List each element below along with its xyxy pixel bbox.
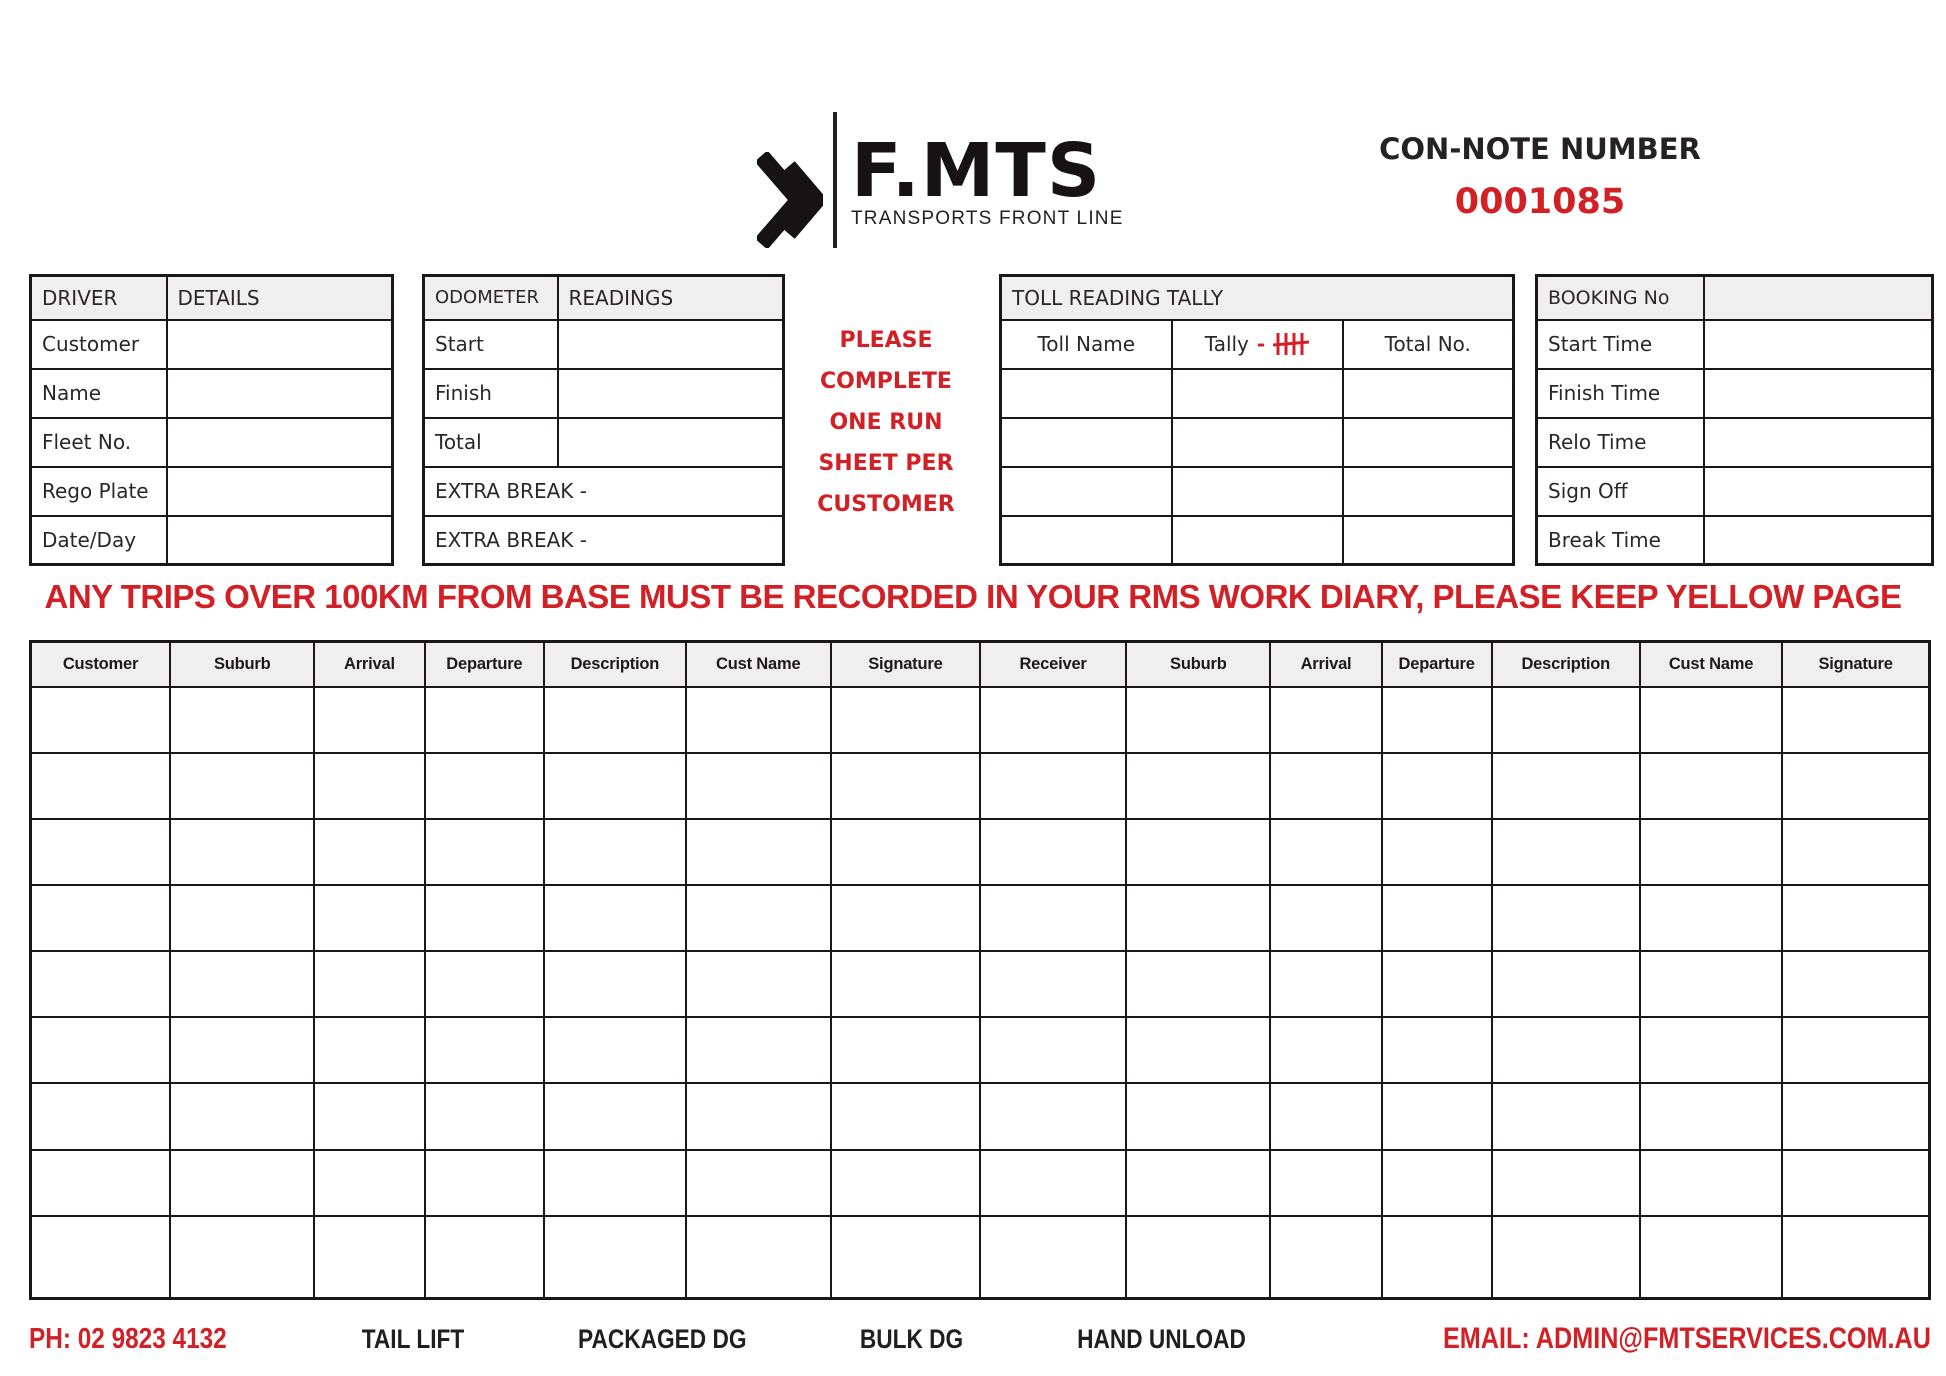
column-header-signature: Signature <box>831 642 980 687</box>
booking-table <box>1535 274 1934 566</box>
driver-header: DRIVER <box>31 276 167 320</box>
column-header-departure: Departure <box>425 642 545 687</box>
empty-cell <box>980 1150 1126 1216</box>
column-header-suburb: Suburb <box>170 642 314 687</box>
empty-cell <box>1270 819 1381 885</box>
booking-row-sign-off <box>1537 467 1933 516</box>
empty-cell <box>1640 753 1782 819</box>
odometer-header: ODOMETER <box>424 276 558 320</box>
toll-tally-empty-rows <box>1001 369 1514 565</box>
footer-tag-bulk-dg: BULK DG <box>860 1324 964 1354</box>
empty-cell <box>1126 819 1270 885</box>
company-logo <box>757 112 1124 248</box>
empty-cell <box>686 885 831 951</box>
driver-row-name <box>31 369 393 418</box>
field-value-blank <box>1704 320 1933 369</box>
empty-cell <box>314 951 424 1017</box>
con-note-number: 0001085 <box>1454 182 1626 222</box>
driver-row-customer <box>31 320 393 369</box>
booking-row-break-time <box>1537 516 1933 565</box>
empty-cell <box>1640 1150 1782 1216</box>
booking-no-header: BOOKING No <box>1537 276 1704 320</box>
empty-row <box>31 753 1930 819</box>
column-header-cust-name: Cust Name <box>1640 642 1782 687</box>
empty-cell <box>314 885 424 951</box>
empty-cell <box>425 1150 545 1216</box>
empty-cell <box>1126 1017 1270 1083</box>
empty-row <box>1001 467 1514 516</box>
empty-cell <box>170 753 314 819</box>
empty-cell <box>1172 467 1343 516</box>
empty-cell <box>170 1150 314 1216</box>
field-label: Name <box>31 369 167 418</box>
empty-cell <box>980 1083 1126 1149</box>
empty-cell <box>831 1216 980 1299</box>
field-value-blank <box>558 320 784 369</box>
column-header-departure: Departure <box>1382 642 1492 687</box>
empty-row <box>1001 369 1514 418</box>
one-run-sheet-notice <box>794 320 978 525</box>
empty-row <box>1001 516 1514 565</box>
brand-wordmark: F.MTS <box>851 128 1102 214</box>
empty-cell <box>31 753 171 819</box>
odometer-row-total <box>424 418 784 467</box>
notice-line: SHEET PER <box>818 451 954 476</box>
empty-cell <box>314 1083 424 1149</box>
empty-cell <box>1126 951 1270 1017</box>
empty-row <box>31 1150 1930 1216</box>
empty-cell <box>1382 1083 1492 1149</box>
empty-cell <box>544 1216 685 1299</box>
driver-details-header-row <box>31 276 393 320</box>
empty-cell <box>170 819 314 885</box>
readings-header: READINGS <box>558 276 784 320</box>
booking-row-relo-time <box>1537 418 1933 467</box>
odometer-header-row <box>424 276 784 320</box>
field-label: Relo Time <box>1537 418 1704 467</box>
empty-cell <box>1172 418 1343 467</box>
empty-cell <box>314 753 424 819</box>
field-label: Date/Day <box>31 516 167 565</box>
empty-cell <box>1640 1017 1782 1083</box>
empty-cell <box>1270 687 1381 753</box>
total-no-column-header: Total No. <box>1343 320 1514 369</box>
empty-cell <box>831 885 980 951</box>
empty-cell <box>1492 687 1640 753</box>
empty-cell <box>1640 1216 1782 1299</box>
empty-cell <box>1640 951 1782 1017</box>
empty-row <box>31 1216 1930 1299</box>
field-label: Sign Off <box>1537 467 1704 516</box>
field-value-blank <box>1704 418 1933 467</box>
field-value-blank <box>167 369 393 418</box>
empty-cell <box>544 1150 685 1216</box>
empty-cell <box>1382 1216 1492 1299</box>
con-note-block <box>1320 132 1760 222</box>
empty-cell <box>544 1083 685 1149</box>
footer-tag-packaged-dg: PACKAGED DG <box>578 1324 747 1354</box>
field-label: Customer <box>31 320 167 369</box>
empty-cell <box>1782 885 1929 951</box>
brand-tagline: TRANSPORTS FRONT LINE <box>851 208 1124 230</box>
run-grid-empty-rows <box>31 687 1930 1299</box>
empty-cell <box>1343 418 1514 467</box>
empty-cell <box>1782 951 1929 1017</box>
empty-cell <box>425 885 545 951</box>
booking-header-row <box>1537 276 1933 320</box>
footer-email: EMAIL: ADMIN@FMTSERVICES.COM.AU <box>1442 1322 1931 1355</box>
empty-row <box>31 1083 1930 1149</box>
empty-cell <box>31 951 171 1017</box>
empty-cell <box>980 1017 1126 1083</box>
empty-row <box>31 687 1930 753</box>
empty-cell <box>1343 516 1514 565</box>
field-label: Break Time <box>1537 516 1704 565</box>
empty-cell <box>1126 1083 1270 1149</box>
column-header-suburb: Suburb <box>1126 642 1270 687</box>
tally-column-header <box>1172 320 1343 369</box>
empty-cell <box>1001 369 1172 418</box>
notice-line: ONE RUN <box>829 410 943 435</box>
empty-cell <box>544 819 685 885</box>
empty-cell <box>1492 1150 1640 1216</box>
empty-cell <box>1001 467 1172 516</box>
empty-cell <box>686 951 831 1017</box>
empty-cell <box>544 753 685 819</box>
logo-divider <box>833 112 837 248</box>
column-header-arrival: Arrival <box>314 642 424 687</box>
empty-cell <box>1126 687 1270 753</box>
odometer-row-start <box>424 320 784 369</box>
notice-line: PLEASE <box>839 328 933 353</box>
empty-cell <box>425 753 545 819</box>
empty-cell <box>1382 1150 1492 1216</box>
empty-cell <box>831 687 980 753</box>
tally-dash: - <box>1256 332 1266 356</box>
column-header-signature: Signature <box>1782 642 1929 687</box>
empty-cell <box>314 819 424 885</box>
empty-cell <box>1382 753 1492 819</box>
field-value-blank <box>558 418 784 467</box>
field-value-blank <box>1704 467 1933 516</box>
empty-cell <box>31 1083 171 1149</box>
tally-five-icon <box>1273 331 1309 357</box>
toll-tally-title: TOLL READING TALLY <box>1001 276 1514 320</box>
empty-cell <box>831 819 980 885</box>
field-label: Fleet No. <box>31 418 167 467</box>
empty-cell <box>1126 885 1270 951</box>
driver-row-fleet-no <box>31 418 393 467</box>
field-value-blank <box>1704 516 1933 565</box>
field-value-blank <box>167 418 393 467</box>
empty-cell <box>1270 753 1381 819</box>
empty-cell <box>1172 516 1343 565</box>
empty-cell <box>1270 1216 1381 1299</box>
odometer-readings-table <box>422 274 785 566</box>
field-label: Start Time <box>1537 320 1704 369</box>
empty-cell <box>1492 1017 1640 1083</box>
empty-cell <box>170 1083 314 1149</box>
empty-cell <box>314 1150 424 1216</box>
empty-cell <box>980 753 1126 819</box>
toll-tally-title-row <box>1001 276 1514 320</box>
empty-cell <box>1640 1083 1782 1149</box>
empty-cell <box>1270 1150 1381 1216</box>
booking-no-value-blank <box>1704 276 1933 320</box>
empty-cell <box>314 1017 424 1083</box>
empty-cell <box>1382 1017 1492 1083</box>
empty-cell <box>544 885 685 951</box>
empty-cell <box>314 1216 424 1299</box>
empty-cell <box>1492 885 1640 951</box>
empty-cell <box>1782 753 1929 819</box>
extra-break-label: EXTRA BREAK - <box>424 516 784 565</box>
empty-cell <box>686 819 831 885</box>
empty-cell <box>980 951 1126 1017</box>
footer-phone: PH: 02 9823 4132 <box>29 1323 227 1355</box>
empty-cell <box>1782 819 1929 885</box>
empty-cell <box>1382 687 1492 753</box>
toll-tally-column-header-row <box>1001 320 1514 369</box>
field-label: Start <box>424 320 558 369</box>
empty-cell <box>170 951 314 1017</box>
empty-cell <box>1382 819 1492 885</box>
double-chevron-right-icon <box>757 152 823 248</box>
empty-row <box>31 1017 1930 1083</box>
empty-cell <box>31 687 171 753</box>
column-header-description: Description <box>544 642 685 687</box>
empty-cell <box>170 687 314 753</box>
empty-cell <box>31 885 171 951</box>
empty-cell <box>31 1216 171 1299</box>
empty-cell <box>31 1150 171 1216</box>
empty-cell <box>686 753 831 819</box>
field-value-blank <box>167 320 393 369</box>
driver-row-rego-plate <box>31 467 393 516</box>
empty-cell <box>170 1216 314 1299</box>
field-label: Finish Time <box>1537 369 1704 418</box>
empty-cell <box>1270 951 1381 1017</box>
empty-cell <box>1782 1083 1929 1149</box>
empty-cell <box>170 885 314 951</box>
odometer-row-extra-break-2 <box>424 516 784 565</box>
empty-cell <box>1270 1083 1381 1149</box>
empty-cell <box>1126 753 1270 819</box>
empty-cell <box>170 1017 314 1083</box>
empty-cell <box>31 819 171 885</box>
odometer-row-finish <box>424 369 784 418</box>
empty-cell <box>1640 885 1782 951</box>
empty-cell <box>831 951 980 1017</box>
driver-details-table <box>29 274 394 566</box>
empty-cell <box>425 1216 545 1299</box>
empty-cell <box>1343 369 1514 418</box>
empty-cell <box>1270 885 1381 951</box>
empty-cell <box>1382 885 1492 951</box>
empty-cell <box>1382 951 1492 1017</box>
toll-reading-tally-table <box>999 274 1515 566</box>
column-header-description: Description <box>1492 642 1640 687</box>
empty-cell <box>1001 418 1172 467</box>
empty-row <box>1001 418 1514 467</box>
empty-cell <box>1640 687 1782 753</box>
empty-cell <box>1492 1083 1640 1149</box>
extra-break-label: EXTRA BREAK - <box>424 467 784 516</box>
empty-cell <box>1782 687 1929 753</box>
empty-cell <box>1001 516 1172 565</box>
empty-cell <box>425 1083 545 1149</box>
empty-cell <box>544 687 685 753</box>
empty-cell <box>980 1216 1126 1299</box>
empty-cell <box>425 1017 545 1083</box>
field-value-blank <box>558 369 784 418</box>
details-header: DETAILS <box>167 276 393 320</box>
empty-cell <box>1782 1216 1929 1299</box>
empty-cell <box>1640 819 1782 885</box>
column-header-cust-name: Cust Name <box>686 642 831 687</box>
column-header-receiver: Receiver <box>980 642 1126 687</box>
empty-cell <box>1126 1150 1270 1216</box>
empty-row <box>31 819 1930 885</box>
empty-cell <box>980 819 1126 885</box>
booking-row-finish-time <box>1537 369 1933 418</box>
empty-cell <box>831 1150 980 1216</box>
empty-cell <box>314 687 424 753</box>
empty-cell <box>1126 1216 1270 1299</box>
run-grid-header-row <box>31 642 1930 687</box>
empty-cell <box>1492 753 1640 819</box>
odometer-row-extra-break-1 <box>424 467 784 516</box>
column-header-customer: Customer <box>31 642 171 687</box>
empty-cell <box>1782 1017 1929 1083</box>
footer-tag-hand-unload: HAND UNLOAD <box>1077 1324 1247 1354</box>
notice-line: COMPLETE <box>820 369 952 394</box>
empty-row <box>31 951 1930 1017</box>
empty-cell <box>980 885 1126 951</box>
toll-name-column-header: Toll Name <box>1001 320 1172 369</box>
run-sheet-grid <box>29 640 1931 1300</box>
empty-cell <box>686 1083 831 1149</box>
field-label: Total <box>424 418 558 467</box>
empty-cell <box>1492 951 1640 1017</box>
empty-cell <box>686 1216 831 1299</box>
field-label: Rego Plate <box>31 467 167 516</box>
empty-cell <box>425 687 545 753</box>
field-value-blank <box>167 467 393 516</box>
field-value-blank <box>167 516 393 565</box>
empty-cell <box>831 1083 980 1149</box>
field-value-blank <box>1704 369 1933 418</box>
empty-cell <box>686 687 831 753</box>
empty-cell <box>686 1150 831 1216</box>
empty-cell <box>831 1017 980 1083</box>
column-header-arrival: Arrival <box>1270 642 1381 687</box>
empty-cell <box>1782 1150 1929 1216</box>
empty-cell <box>31 1017 171 1083</box>
driver-row-date-day <box>31 516 393 565</box>
field-label: Finish <box>424 369 558 418</box>
empty-cell <box>1343 467 1514 516</box>
empty-cell <box>1492 1216 1640 1299</box>
empty-cell <box>544 1017 685 1083</box>
empty-cell <box>980 687 1126 753</box>
notice-line: CUSTOMER <box>817 492 955 517</box>
empty-cell <box>1270 1017 1381 1083</box>
empty-row <box>31 885 1930 951</box>
booking-row-start-time <box>1537 320 1933 369</box>
empty-cell <box>425 951 545 1017</box>
empty-cell <box>1492 819 1640 885</box>
rms-work-diary-banner: ANY TRIPS OVER 100KM FROM BASE MUST BE RECORDED IN YOUR RMS WORK DIARY, PLEASE KEEP YELLOW PAGE <box>44 578 1902 615</box>
empty-cell <box>1172 369 1343 418</box>
footer-tag-tail-lift: TAIL LIFT <box>361 1324 465 1354</box>
empty-cell <box>831 753 980 819</box>
empty-cell <box>686 1017 831 1083</box>
empty-cell <box>544 951 685 1017</box>
footer-bar <box>29 1322 1931 1356</box>
empty-cell <box>425 819 545 885</box>
tally-label: Tally <box>1204 332 1249 356</box>
con-note-label: CON-NOTE NUMBER <box>1379 132 1701 166</box>
